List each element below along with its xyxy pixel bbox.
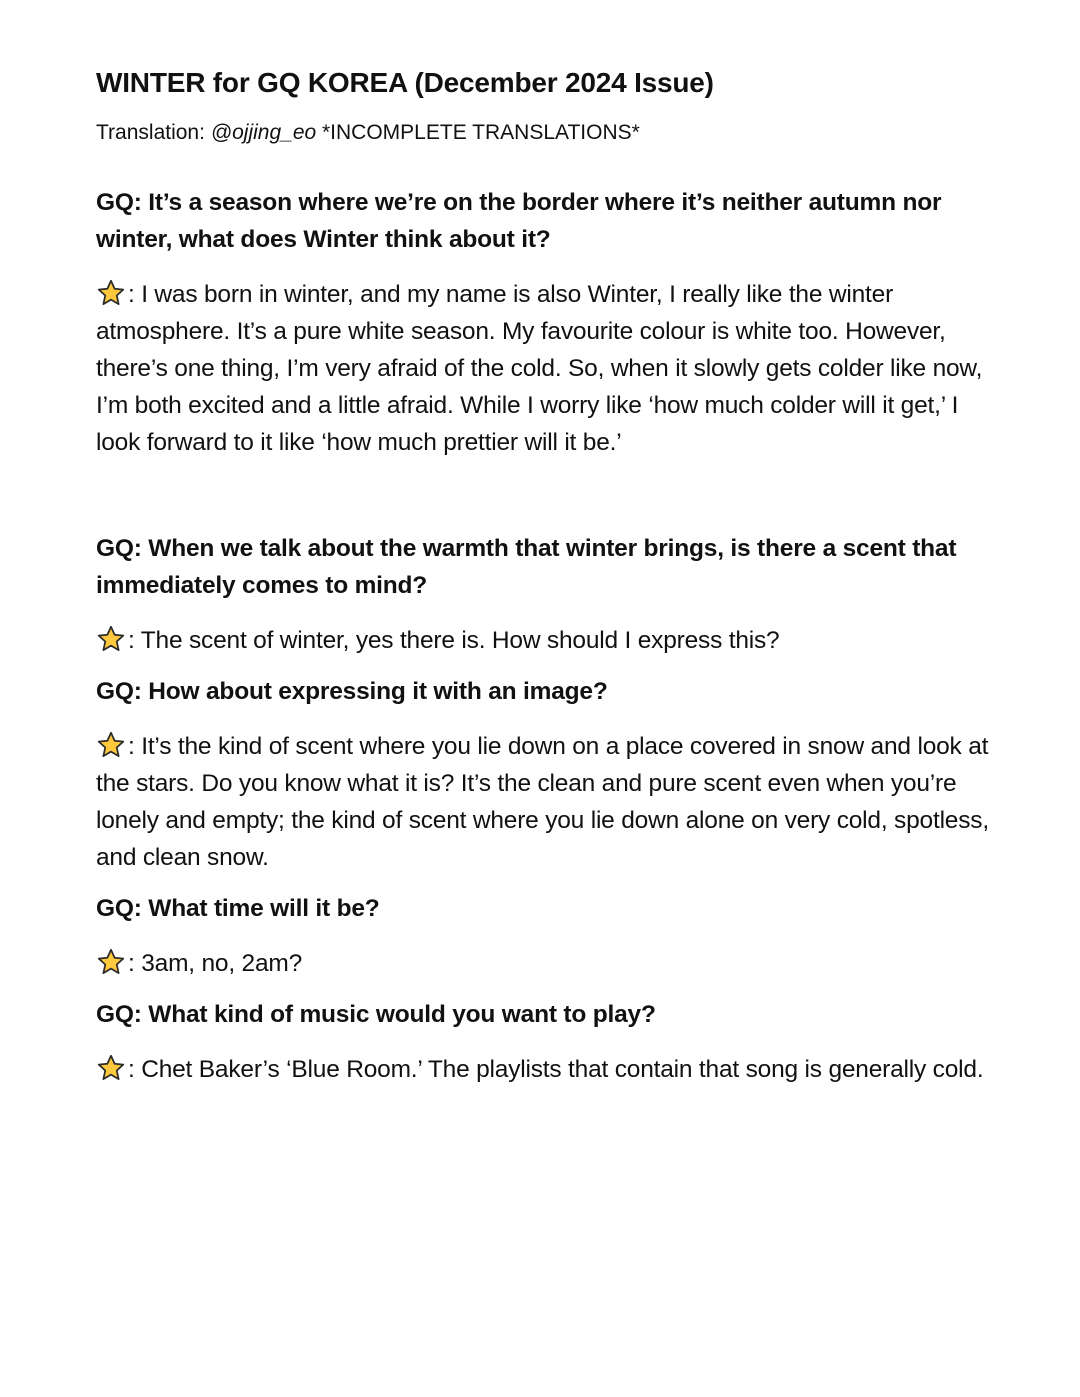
- translation-credit: [96, 118, 1006, 148]
- answer-4-text: : 3am, no, 2am?: [128, 950, 303, 977]
- question-4: GQ: What time will it be?: [96, 895, 380, 922]
- answer-5-text: : Chet Baker’s ‘Blue Room.’ The playlists that contain that song is generally cold.: [128, 1056, 984, 1083]
- star-icon: [96, 1053, 126, 1083]
- answer-1: [96, 276, 1006, 461]
- star-icon: [96, 624, 126, 654]
- answer-3: [96, 728, 1006, 876]
- answer-5: [96, 1051, 1006, 1088]
- question-5: GQ: What kind of music would you want to play?: [96, 1001, 656, 1028]
- answer-2: [96, 622, 1006, 659]
- star-icon: [96, 947, 126, 977]
- document-page: [96, 64, 1006, 1088]
- star-icon: [96, 278, 126, 308]
- question-2: GQ: When we talk about the warmth that winter brings, is there a scent that immediately comes to mind?: [96, 535, 957, 599]
- credit-prefix: Translation:: [96, 121, 211, 144]
- translator-handle: @ojjing_eo: [210, 121, 317, 144]
- question-1: GQ: It’s a season where we’re on the border where it’s neither autumn nor winter, what does Winter think about it?: [96, 189, 942, 253]
- document-title: WINTER for GQ KOREA (December 2024 Issue): [96, 67, 714, 98]
- answer-2-text: : The scent of winter, yes there is. How should I express this?: [128, 627, 780, 654]
- answer-3-text: : It’s the kind of scent where you lie down on a place covered in snow and look at the stars. Do you know what it is? It’s the clean and pure scent even when you’re lonely and empty; the kind of scent where you lie down alone on very cold, spotless, and clean snow.: [96, 733, 989, 871]
- star-icon: [96, 730, 126, 760]
- answer-4: [96, 945, 1006, 982]
- question-3: GQ: How about expressing it with an image?: [96, 678, 608, 705]
- credit-suffix: *INCOMPLETE TRANSLATIONS*: [316, 121, 640, 144]
- answer-1-text: : I was born in winter, and my name is also Winter, I really like the winter atmosphere. It’s a pure white season. My favourite colour is white too. However, there’s one thing, I’m very afraid of the cold. So, when it slowly gets colder like now, I’m both excited and a little afraid. While I worry like ‘how much colder will it get,’ I look forward to it like ‘how much prettier will it be.’: [96, 281, 983, 456]
